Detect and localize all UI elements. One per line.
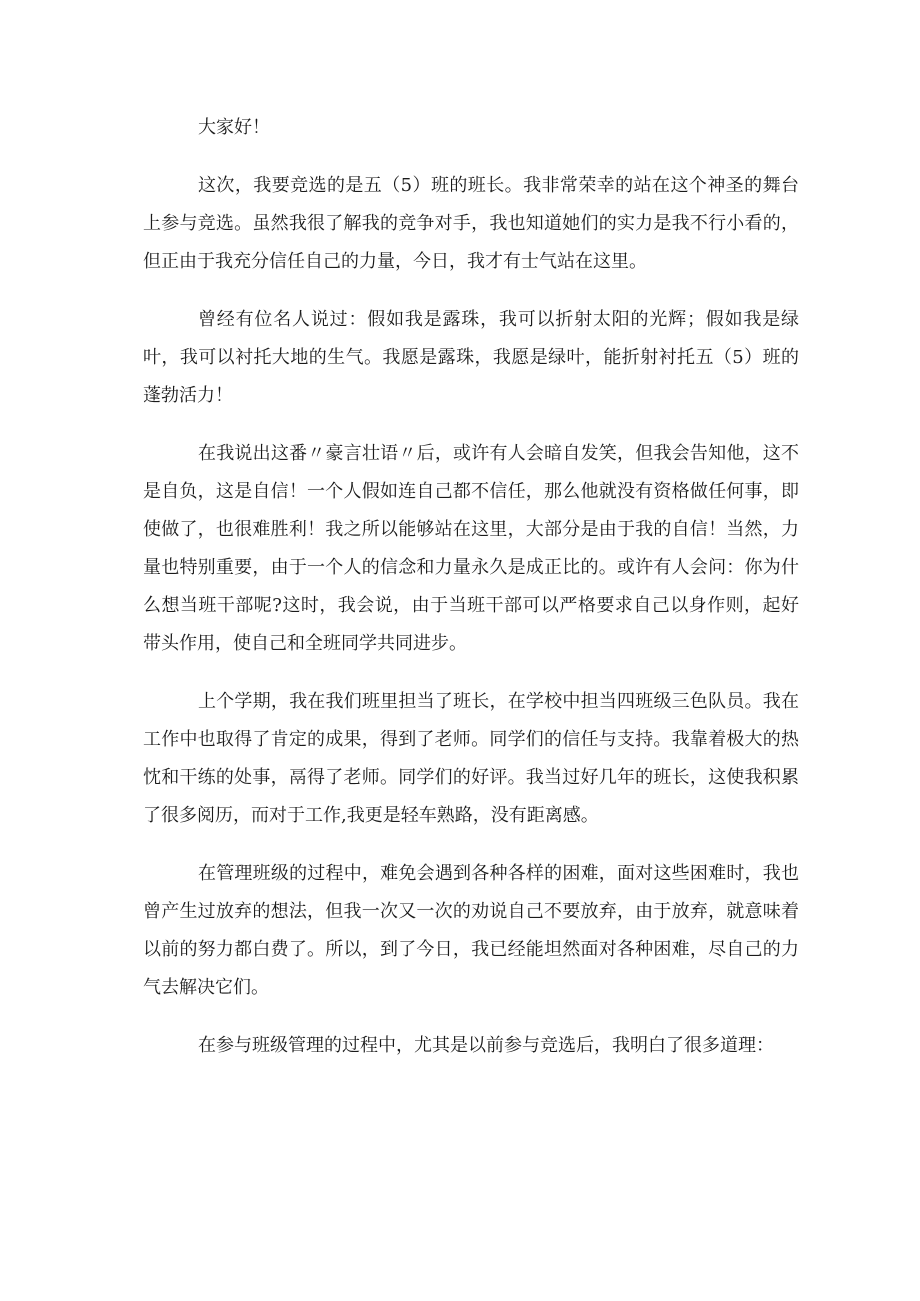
body-paragraph: 在参与班级管理的过程中，尤其是以前参与竞选后，我明白了很多道理： <box>198 1035 774 1056</box>
body-paragraph: 曾经有位名人说过：假如我是露珠，我可以折射太阳的光辉；假如我是绿叶，我可以衬托大地的生气。我愿是露珠，我愿是绿叶，能折射衬托五（5）班的蓬勃活力！ <box>143 309 799 406</box>
body-paragraph: 这次，我要竞选的是五（5）班的班长。我非常荣幸的站在这个神圣的舞台上参与竞选。虽然我很了解我的竞争对手，我也知道她们的实力是我不行小看的，但正由于我充分信任自己的力量，今日，我才有士气站在这里。 <box>143 175 799 272</box>
greeting-paragraph: 大家好！ <box>198 117 270 138</box>
body-paragraph: 在管理班级的过程中，难免会遇到各种各样的困难，面对这些困难时，我也曾产生过放弃的想法，但我一次又一次的劝说自己不要放弃，由于放弃，就意味着以前的努力都白费了。所以，到了今日，我已经能坦然面对各种困难，尽自己的力气去解决它们。 <box>143 863 799 998</box>
document-body <box>143 109 799 1085</box>
body-paragraph: 上个学期，我在我们班里担当了班长，在学校中担当四班级三色队员。我在工作中也取得了肯定的成果，得到了老师。同学们的信任与支持。我靠着极大的热忱和干练的处事，鬲得了老师。同学们的好评。我当过好几年的班长，这使我积累了很多阅历，而对于工作,我更是轻车熟路，没有距离感。 <box>143 691 799 826</box>
body-paragraph: 在我说出这番〃豪言壮语〃后，或许有人会暗自发笑，但我会告知他，这不是自负，这是自信！一个人假如连自己都不信任，那么他就没有资格做任何事，即使做了，也很难胜利！我之所以能够站在这里，大部分是由于我的自信！当然，力量也特别重要，由于一个人的信念和力量永久是成正比的。或许有人会问：你为什么想当班干部呢?这时，我会说，由于当班干部可以严格要求自己以身作则，起好带头作用，使自己和全班同学共同进步。 <box>143 443 799 654</box>
